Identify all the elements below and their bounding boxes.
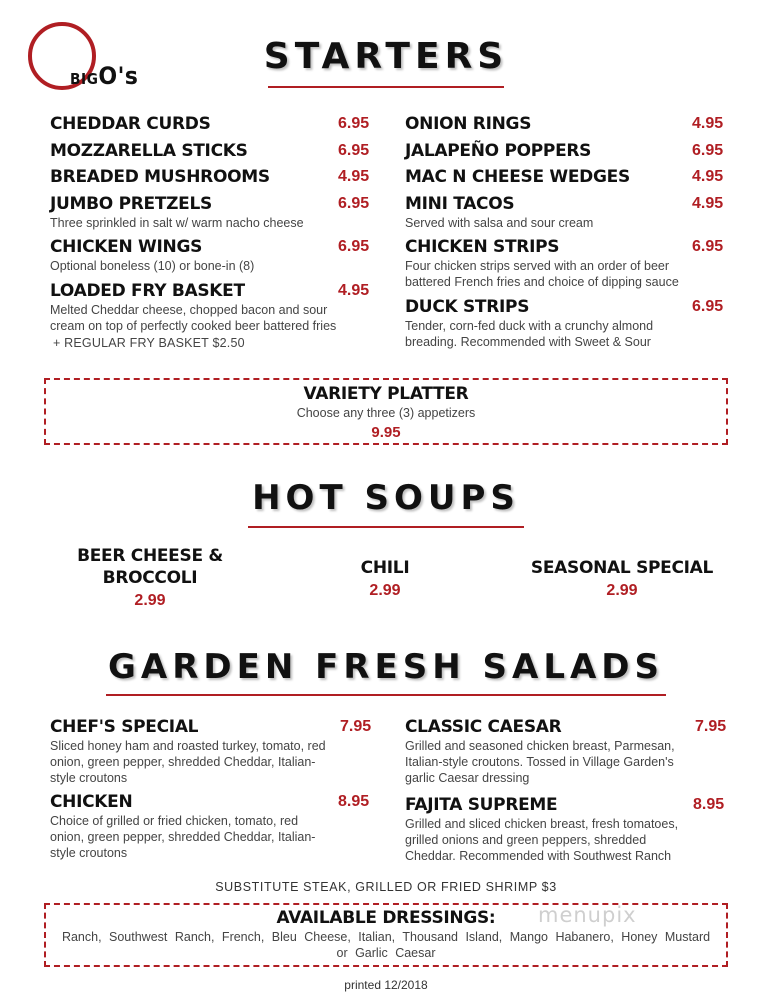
item-price: 2.99 [134,592,166,609]
starter-item [50,167,370,187]
item-description: Four chicken strips served with an order of beer battered French fries and choice of dipping sauce [405,259,679,289]
item-name: BEER CHEESE & BROCCOLI [77,546,223,588]
item-price: 6.95 [692,142,724,159]
item-description: Grilled and sliced chicken breast, fresh tomatoes, grilled onions and green peppers, shredded Cheddar. Recommended with Southwest Ranch [405,817,679,863]
salad-item [50,717,370,786]
item-price: 6.95 [338,195,370,212]
item-name: BREADED MUSHROOMS [50,167,270,187]
item-name: MAC N CHEESE WEDGES [405,167,630,187]
soup-item [60,545,240,611]
item-name: CHICKEN WINGS [50,237,203,257]
starter-item [50,281,370,351]
item-name: SEASONAL SPECIAL [530,558,714,578]
logo-text-big: BIG [70,70,99,88]
item-name: DUCK STRIPS [405,297,530,317]
item-name: CHEF'S SPECIAL [50,717,199,737]
variety-platter-box [44,378,728,445]
item-name: LOADED FRY BASKET [50,281,245,301]
item-name: CHICKEN [50,792,133,812]
substitute-note: SUBSTITUTE STEAK, GRILLED OR FRIED SHRIMP $3 [215,880,557,894]
item-price: 6.95 [338,115,370,132]
item-name: JALAPEÑO POPPERS [405,141,592,161]
starter-item [405,237,725,290]
logo-text-o: O's [98,62,139,90]
variety-description: Choose any three (3) appetizers [296,406,476,420]
item-price: 7.95 [340,718,372,735]
salads-rule [106,694,666,696]
item-price: 6.95 [692,238,724,255]
item-description: Optional boneless (10) or bone-in (8) [50,259,255,273]
item-name: FAJITA SUPREME [405,795,558,815]
dressings-title: AVAILABLE DRESSINGS: [276,908,496,928]
soup-item [320,557,450,601]
item-name: JUMBO PRETZELS [50,194,212,214]
item-name: CHILI [360,558,410,578]
fry-addon: + REGULAR FRY BASKET $2.50 [53,336,245,350]
item-name: CLASSIC CAESAR [405,717,562,737]
starter-item [405,297,725,350]
item-price: 4.95 [692,195,724,212]
item-description: Sliced honey ham and roasted turkey, tomato, red onion, green pepper, shredded Cheddar, Italian-style croutons [50,739,326,785]
salad-item [405,795,725,864]
starters-title: STARTERS [263,36,509,77]
item-price: 6.95 [692,298,724,315]
item-price: 2.99 [606,582,638,599]
starter-item [50,194,370,231]
item-description: Choice of grilled or fried chicken, tomato, red onion, green pepper, shredded Cheddar, Italian-style croutons [50,814,316,860]
item-name: ONION RINGS [405,114,532,134]
variety-price: 9.95 [371,424,401,441]
salads-title: GARDEN FRESH SALADS [107,647,665,687]
item-description: Tender, corn-fed duck with a crunchy almond breading. Recommended with Sweet & Sour [405,319,654,349]
item-name: MOZZARELLA STICKS [50,141,248,161]
item-description: Melted Cheddar cheese, chopped bacon and sour cream on top of perfectly cooked beer battered fries [50,303,337,333]
item-price: 4.95 [692,168,724,185]
item-price: 8.95 [693,796,725,813]
watermark: menupix [538,903,637,927]
starter-item [405,141,725,161]
salad-item [405,717,725,786]
item-name: CHICKEN STRIPS [405,237,560,257]
item-price: 4.95 [692,115,724,132]
starters-rule [268,86,504,88]
dressings-list: Ranch, Southwest Ranch, French, Bleu Cheese, Italian, Thousand Island, Mango Habanero, Honey Mustard or Garlic Caesar [61,930,711,960]
starter-item [405,114,725,134]
item-price: 4.95 [338,168,370,185]
item-price: 4.95 [338,282,370,299]
printed-date: printed 12/2018 [344,978,428,992]
soups-title: HOT SOUPS [252,478,520,518]
item-price: 6.95 [338,238,370,255]
item-description: Grilled and seasoned chicken breast, Parmesan, Italian-style croutons. Tossed in Village Garden's garlic Caesar dressing [405,739,675,785]
soups-rule [248,526,524,528]
starter-item [50,141,370,161]
variety-name: VARIETY PLATTER [303,384,469,404]
item-price: 6.95 [338,142,370,159]
starter-item [405,194,725,231]
item-description: Three sprinkled in salt w/ warm nacho cheese [50,216,304,230]
starter-item [50,237,370,274]
salad-item [50,792,370,861]
item-description: Served with salsa and sour cream [405,216,594,230]
item-name: CHEDDAR CURDS [50,114,211,134]
soup-item [512,557,732,601]
item-price: 7.95 [695,718,727,735]
item-price: 2.99 [369,582,401,599]
item-name: MINI TACOS [405,194,515,214]
starter-item [50,114,370,134]
item-price: 8.95 [338,793,370,810]
starter-item [405,167,725,187]
